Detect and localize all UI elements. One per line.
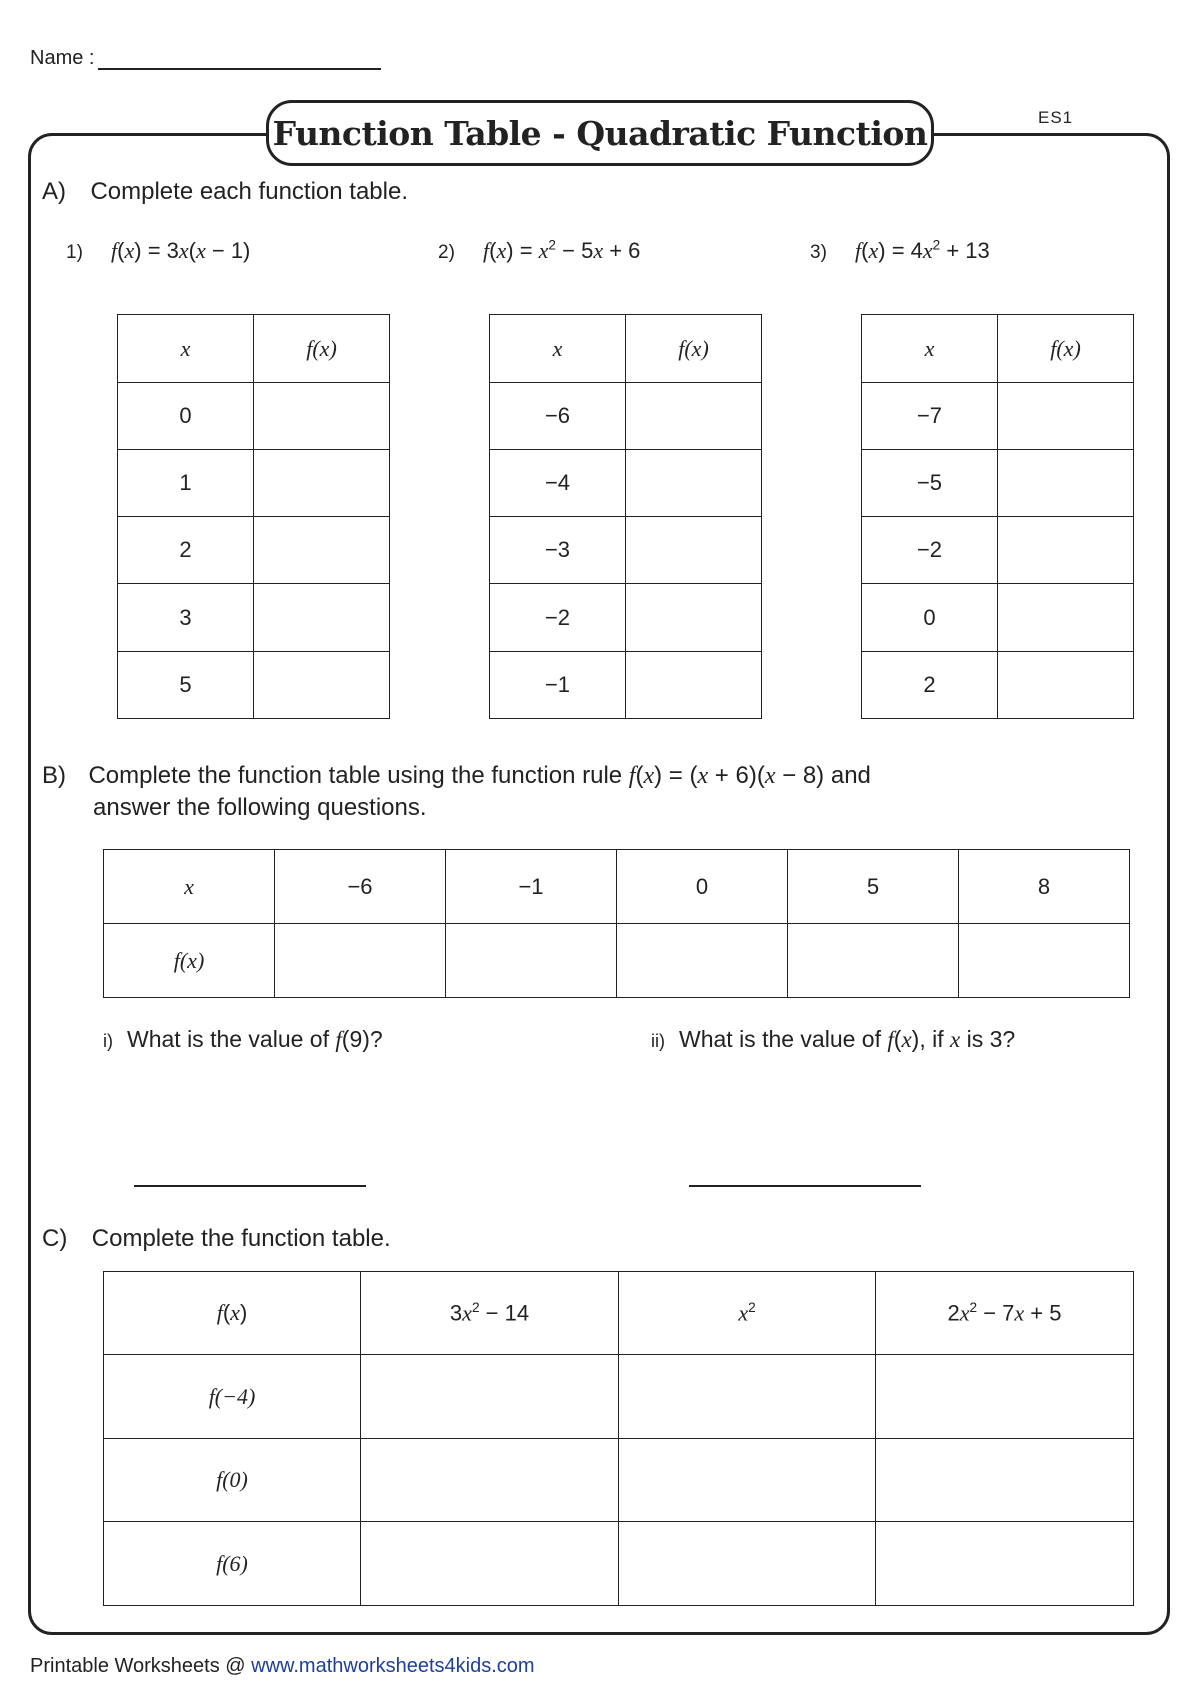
x-value: −3 [490,517,626,584]
answer-cell[interactable] [361,1522,619,1606]
answer-cell[interactable] [876,1439,1134,1522]
answer-line-ii[interactable] [689,1185,921,1187]
x-value: 8 [959,850,1130,924]
header-fx: f(x) [626,315,762,383]
section-instruction: Complete the function table. [91,1225,391,1252]
x-value: 0 [617,850,788,924]
question-number: i) [103,1031,113,1051]
instruction-pre: Complete the function table using the function rule [88,762,623,789]
function-1-label [66,238,250,264]
problem-number: 2) [438,242,455,264]
x-value: −6 [490,383,626,450]
answer-cell[interactable] [626,517,762,584]
section-instruction [88,762,870,789]
answer-cell[interactable] [998,517,1134,584]
x-value: −2 [490,584,626,652]
x-value: 0 [118,383,254,450]
section-letter: C) [42,1225,68,1252]
section-letter: B) [42,762,66,789]
section-letter: A) [42,178,66,205]
x-value: 0 [862,584,998,652]
function-rule: f(x) = (x + 6)(x − 8) [628,762,825,789]
worksheet-code: ES1 [1038,108,1074,127]
function-table-1 [117,314,390,719]
answer-cell[interactable] [254,584,390,652]
row-label-text: f(0) [216,1467,248,1492]
answer-cell[interactable] [626,652,762,719]
answer-cell[interactable] [876,1522,1134,1606]
answer-cell[interactable] [626,450,762,517]
answer-cell[interactable] [619,1522,876,1606]
header-fx: f(x) [104,1272,361,1355]
answer-cell[interactable] [361,1439,619,1522]
function-rule: f(x) = 3x(x − 1) [111,238,251,263]
name-field[interactable] [98,46,381,70]
question-text: What is the value of [679,1026,881,1052]
row-label-text: f(−4) [208,1383,256,1409]
row-label [104,1355,361,1439]
x-value: 1 [118,450,254,517]
header-function-1: $3x^2 - 14$ [361,1272,619,1355]
answer-cell[interactable] [617,924,788,998]
answer-cell[interactable] [254,517,390,584]
x-value: −1 [446,850,617,924]
header-function-2: $x^2$ [619,1272,876,1355]
question-mid: , if [919,1026,944,1052]
x-value: −2 [862,517,998,584]
answer-cell[interactable] [876,1355,1134,1439]
answer-cell[interactable] [998,383,1134,450]
page-title: Function Table - Quadratic Function [266,100,934,166]
answer-cell[interactable] [959,924,1130,998]
answer-cell[interactable] [998,450,1134,517]
x-value: 5 [788,850,959,924]
instruction-post: and [830,762,871,789]
x-value: 5 [118,652,254,719]
answer-cell[interactable] [619,1355,876,1439]
header-x: x [118,315,254,383]
question-math: f(x) [887,1026,920,1052]
footer [30,1655,535,1678]
row-label-x: x [104,850,275,924]
answer-cell[interactable] [626,383,762,450]
answer-cell[interactable] [361,1355,619,1439]
answer-cell[interactable] [446,924,617,998]
header-x: x [490,315,626,383]
x-value: 2 [862,652,998,719]
header-x: x [862,315,998,383]
section-b-instruction-line2: answer the following questions. [93,794,427,821]
question-var: x [950,1027,961,1052]
function-table-b [103,849,1130,998]
section-a-heading [42,178,408,206]
footer-link[interactable]: www.mathworksheets4kids.com [251,1655,535,1677]
section-b-heading [42,758,1142,797]
header-fx: f(x) [254,315,390,383]
name-row [30,46,381,70]
x-value: −6 [275,850,446,924]
question-end: is 3? [966,1026,1016,1052]
problem-number: 1) [66,242,83,263]
function-table-2 [489,314,762,719]
answer-cell[interactable] [275,924,446,998]
answer-cell[interactable] [998,584,1134,652]
question-i [103,1026,383,1053]
answer-cell[interactable] [998,652,1134,719]
function-rule: $f(x) = x^2 - 5x + 6$ [483,238,641,264]
function-rule: $f(x) = 4x^2 + 13$ [855,238,990,264]
question-math: f(9)? [335,1026,383,1052]
question-text: What is the value of [127,1026,329,1052]
row-label-text: f(6) [216,1550,248,1576]
question-ii [651,1026,1015,1053]
function-table-c [103,1271,1134,1606]
section-c-heading [42,1225,391,1253]
problem-number: 3) [810,242,827,264]
function-2-label [438,238,640,264]
row-label [104,1522,361,1606]
section-instruction: Complete each function table. [90,178,408,205]
x-value: 2 [118,517,254,584]
row-label [104,1439,361,1522]
answer-cell[interactable] [788,924,959,998]
x-value: −1 [490,652,626,719]
answer-line-i[interactable] [134,1185,366,1187]
function-table-3 [861,314,1134,719]
name-label: Name : [30,47,95,69]
answer-cell[interactable] [254,450,390,517]
answer-cell[interactable] [254,383,390,450]
x-value: −7 [862,383,998,450]
row-label-fx: f(x) [104,924,275,998]
x-value: −5 [862,450,998,517]
answer-cell[interactable] [619,1439,876,1522]
header-function-3: $2x^2 - 7x + 5$ [876,1272,1134,1355]
function-3-label [810,238,990,264]
footer-prefix: Printable Worksheets @ [30,1655,246,1677]
x-value: 3 [118,584,254,652]
header-fx: f(x) [998,315,1134,383]
answer-cell[interactable] [254,652,390,719]
answer-cell[interactable] [626,584,762,652]
question-number: ii) [651,1031,665,1051]
x-value: −4 [490,450,626,517]
